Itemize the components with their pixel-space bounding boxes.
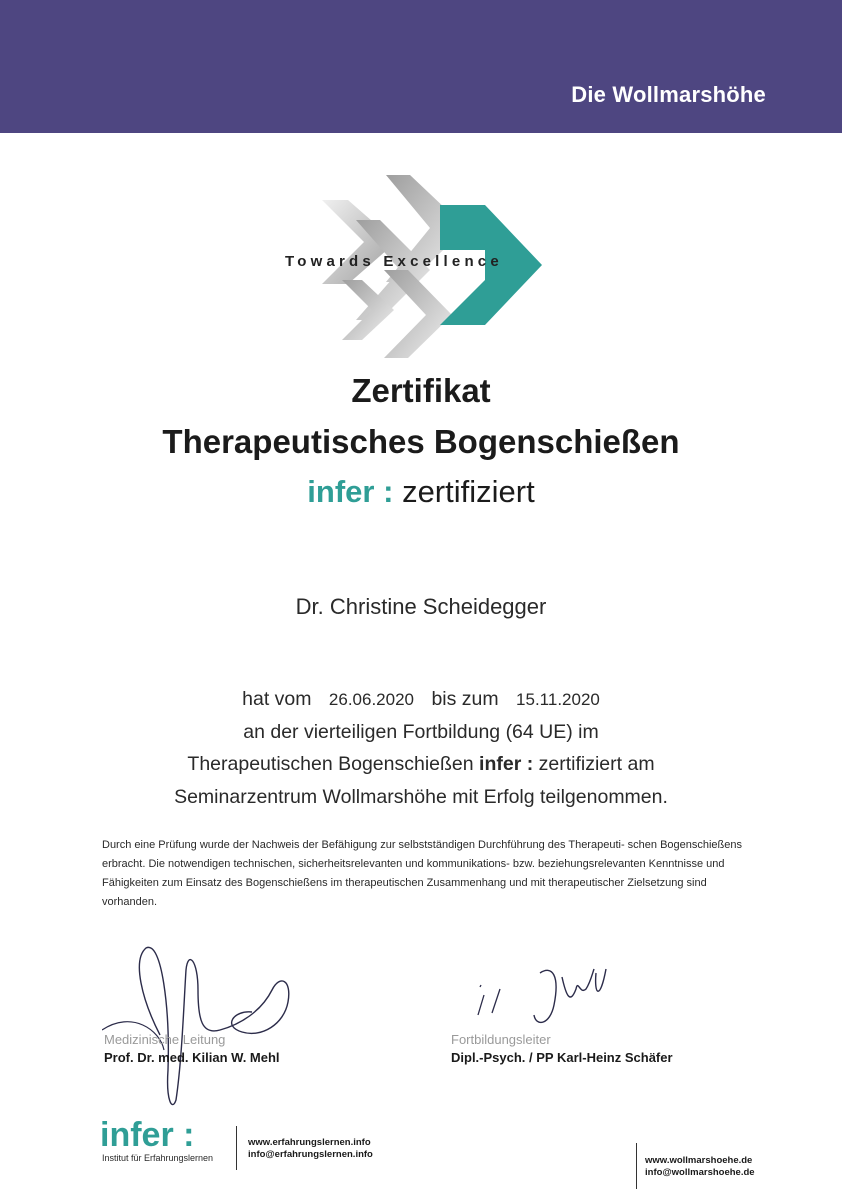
certificate-brand-line	[0, 474, 842, 510]
statement-line-2: an der vierteiligen Fortbildung (64 UE) im	[243, 721, 599, 743]
signer-name-right: Dipl.-Psych. / PP Karl-Heinz Schäfer	[451, 1050, 673, 1065]
tagline: Towards Excellence	[285, 253, 503, 270]
brand-separator: :	[383, 474, 394, 509]
infer-footer-logo: infer :	[100, 1116, 195, 1154]
recipient-name: Dr. Christine Scheidegger	[295, 594, 547, 619]
footer-divider-right	[636, 1143, 637, 1189]
infer-email-link[interactable]: info@erfahrungslernen.info	[248, 1149, 373, 1160]
infer-institute: Institut für Erfahrungslernen	[102, 1153, 214, 1163]
handwritten-signature-left-icon	[102, 940, 352, 1120]
statement-brand: infer :	[479, 753, 534, 775]
signature-role-right: Fortbildungsleiter	[451, 1032, 551, 1047]
infer-website-link[interactable]: www.erfahrungslernen.info	[248, 1137, 371, 1148]
certificate-title: Zertifikat	[351, 372, 491, 409]
organization-name: Die Wollmarshöhe	[571, 82, 766, 107]
brand-name: infer	[307, 474, 375, 509]
to-label: bis zum	[431, 688, 499, 710]
wollmarshoehe-website-link[interactable]: www.wollmarshoehe.de	[645, 1155, 753, 1166]
date-from: 26.06.2020	[328, 690, 415, 709]
certificate-subject: Therapeutisches Bogenschießen	[162, 423, 680, 460]
certified-word: zertifiziert	[402, 474, 535, 509]
statement-certified: zertifiziert am	[538, 753, 655, 775]
statement-line-4: Seminarzentrum Wollmarshöhe mit Erfolg teilgenommen.	[174, 786, 668, 808]
wollmarshoehe-contact	[645, 1155, 755, 1179]
from-label: hat vom	[242, 688, 312, 710]
fineprint-paragraph: Durch eine Prüfung wurde der Nachweis der Befähigung zur selbstständigen Durchführung des Therapeuti- schen Bogenschießens erbracht. Die notwendigen technischen, sicherheitsrelevanten und kommunikations- bzw. beziehungsrelevanten Kenntnisse und Fähigkeiten zum Einsatz des Bogenschießens im therapeutischen Zusammenhang und mit therapeutischer Zielsetzung sind vorhanden.	[102, 839, 743, 908]
wollmarshoehe-email-link[interactable]: info@wollmarshoehe.de	[645, 1167, 755, 1178]
footer-divider-left	[236, 1126, 237, 1170]
signer-name-left: Prof. Dr. med. Kilian W. Mehl	[104, 1050, 280, 1065]
handwritten-signature-right-icon	[470, 965, 630, 1035]
infer-contact	[248, 1137, 373, 1161]
signature-role-left: Medizinische Leitung	[104, 1032, 226, 1047]
statement-line-3	[0, 753, 842, 776]
statement-line-1	[0, 688, 842, 711]
signature-left	[102, 940, 352, 1120]
signature-right	[470, 965, 630, 1035]
header-band	[0, 0, 842, 133]
statement-subject: Therapeutischen Bogenschießen	[187, 753, 474, 775]
date-to: 15.11.2020	[516, 690, 600, 709]
